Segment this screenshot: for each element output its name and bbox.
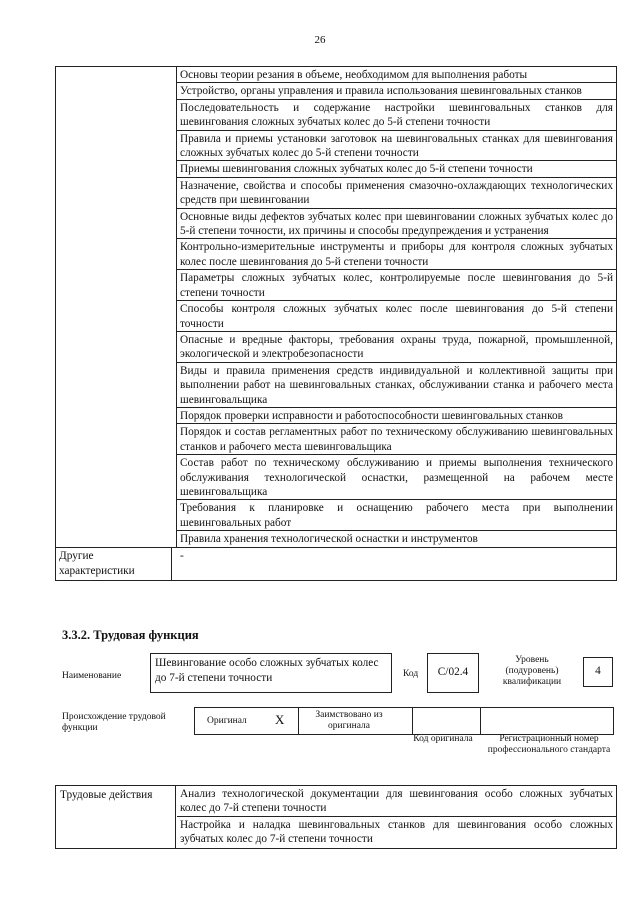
borrowed-label: Заимствовано из оригинала: [315, 710, 383, 731]
knowledge-row: Основы теории резания в объеме, необходимом для выполнения работы: [177, 67, 616, 83]
other-characteristics-label: Другие характеристики: [56, 548, 172, 580]
knowledge-row: Правила хранения технологической оснастки и инструментов: [180, 533, 478, 546]
name-label: Наименование: [62, 671, 122, 681]
knowledge-row: Параметры сложных зубчатых колес, контролируемые после шевингования до 5-й степени точности: [177, 270, 616, 301]
code-caption: Код оригинала: [413, 734, 473, 744]
origin-divider: [480, 708, 481, 734]
function-code-value: C/02.4: [427, 653, 479, 693]
knowledge-row: Основные виды дефектов зубчатых колес при шевинговании сложных зубчатых колес до 5-й степени точности, их причины и способы предупреждения и устранения: [177, 209, 616, 240]
origin-divider: [412, 708, 413, 734]
level-value: 4: [583, 657, 613, 687]
original-mark: X: [275, 712, 285, 727]
level-label: Уровень (подуровень) квалификации: [502, 655, 562, 687]
function-name-value: Шевингование особо сложных зубчатых колес до 7-й степени точности: [150, 653, 392, 693]
knowledge-row: Способы контроля сложных зубчатых колес после шевингования до 5-й степени точности: [177, 301, 616, 332]
original-label: Оригинал: [207, 716, 247, 726]
knowledge-row: Приемы шевингования сложных зубчатых колес до 5-й степени точности: [177, 161, 616, 177]
knowledge-row: Порядок проверки исправности и работоспособности шевинговальных станков: [177, 408, 616, 424]
origin-divider: [298, 708, 299, 734]
knowledge-row: Назначение, свойства и способы применения смазочно-охлаждающих технологических средств при шевинговании: [177, 178, 616, 209]
knowledge-row: Требования к планировке и оснащению рабочего места при выполнении шевинговальных работ: [177, 500, 616, 531]
page-number: 26: [314, 34, 326, 46]
reg-caption: Регистрационный номер профессионального стандарта: [487, 734, 611, 755]
knowledge-row: Виды и правила применения средств индивидуальной и коллективной защиты при выполнении работ на шевинговальных станках, обслуживании станка и рабочего места шевинговальщика: [177, 363, 616, 408]
knowledge-list: [177, 67, 616, 547]
code-label: Код: [403, 669, 419, 679]
actions-label: Трудовые действия: [56, 786, 176, 848]
origin-table: [194, 707, 614, 735]
knowledge-row: Порядок и состав регламентных работ по техническому обслуживанию шевинговальных станков и рабочего места шевинговальщика: [177, 424, 616, 455]
action-row: Анализ технологической документации для шевингования особо сложных зубчатых колес до 7-й степени точности: [177, 786, 616, 817]
knowledge-row: Контрольно-измерительные инструменты и приборы для контроля сложных зубчатых колес после шевингования до 5-й степени точности: [177, 239, 616, 270]
knowledge-row: Последовательность и содержание настройки шевинговальных станков для шевингования сложных зубчатых колес до 5-й степени точности: [177, 100, 616, 131]
action-row: Настройка и наладка шевинговальных станков для шевингования особо сложных зубчатых колес до 7-й степени точности: [180, 819, 613, 846]
knowledge-row: Устройство, органы управления и правила использования шевинговальных станков: [177, 83, 616, 99]
knowledge-row: Правила и приемы установки заготовок на шевинговальных станках для шевингования сложных зубчатых колес до 5-й степени точности: [177, 131, 616, 162]
actions-table: [55, 785, 617, 849]
other-characteristics-value: -: [180, 550, 184, 562]
other-characteristics-row: [55, 548, 617, 581]
knowledge-row: Состав работ по техническому обслуживанию и приемы выполнения технического обслуживания технологической оснастки, размещенной на рабочем месте шевинговальщика: [177, 455, 616, 500]
section-title: 3.3.2. Трудовая функция: [62, 628, 199, 642]
origin-label: Происхождение трудовой функции: [62, 712, 166, 733]
knowledge-row: Опасные и вредные факторы, требования охраны труда, пожарной, промышленной, экологической и электробезопасности: [177, 332, 616, 363]
knowledge-table: [55, 66, 617, 548]
actions-list: [177, 786, 616, 847]
knowledge-label-cell: [56, 67, 177, 547]
